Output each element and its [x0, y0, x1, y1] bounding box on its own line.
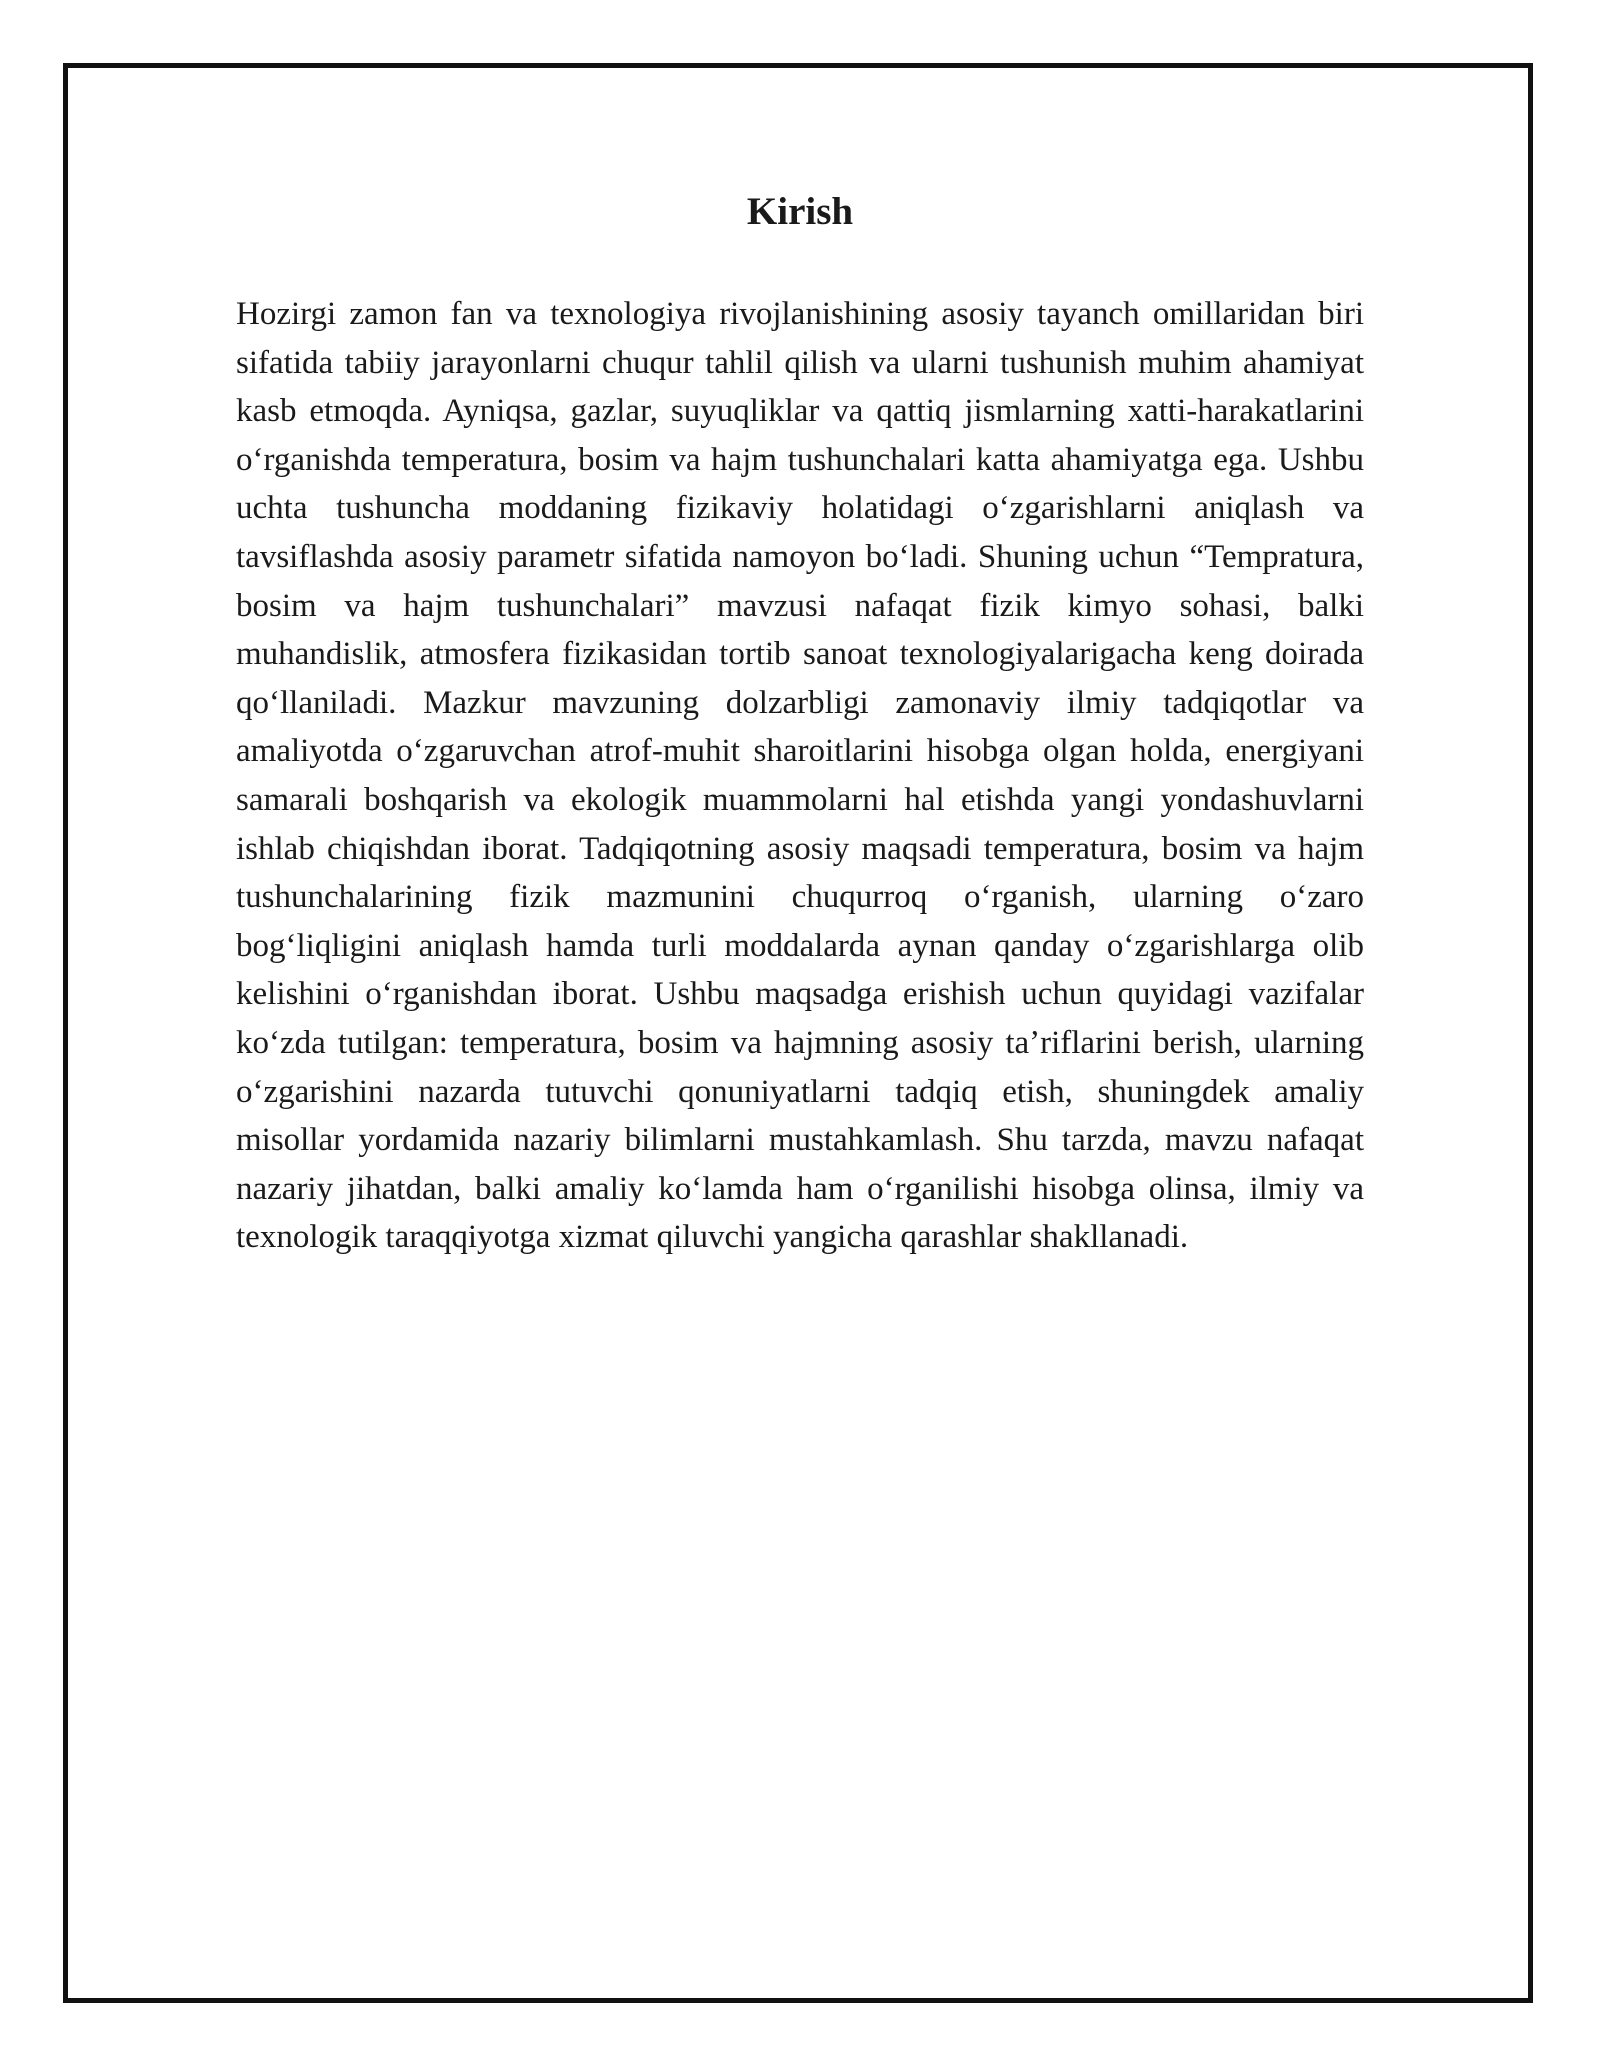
page-title: Kirish [746, 190, 854, 233]
body-paragraph: Hozirgi zamon fan va texnologiya rivojlanishining asosiy tayanch omillaridan biri sifatida tabiiy jarayonlarni chuqur tahlil qilish va ularni tushunish muhim ahamiyat kasb etmoqda. Ayniqsa, gazlar, suyuqliklar va qattiq jismlarning xatti-harakatlarini oʻrganishda temperatura, bosim va hajm tushunchalari katta ahamiyatga ega. Ushbu uchta tushuncha moddaning fizikaviy holatidagi oʻzgarishlarni aniqlash va tavsiflashda asosiy parametr sifatida namoyon boʻladi. Shuning uchun “Tempratura, bosim va hajm tushunchalari” mavzusi nafaqat fizik kimyo sohasi, balki muhandislik, atmosfera fizikasidan tortib sanoat texnologiyalarigacha keng doirada qoʻllaniladi. Mazkur mavzuning dolzarbligi zamonaviy ilmiy tadqiqotlar va amaliyotda oʻzgaruvchan atrof-muhit sharoitlarini hisobga olgan holda, energiyani samarali boshqarish va ekologik muammolarni hal etishda yangi yondashuvlarni ishlab chiqishdan iborat. Tadqiqotning asosiy maqsadi temperatura, bosim va hajm tushunchalarining fizik mazmunini chuqurroq oʻrganish, ularning oʻzaro bogʻliqligini aniqlash hamda turli moddalarda aynan qanday oʻzgarishlarga olib kelishini oʻrganishdan iborat. Ushbu maqsadga erishish uchun quyidagi vazifalar koʻzda tutilgan: temperatura, bosim va hajmning asosiy taʼriflarini berish, ularning oʻzgarishini nazarda tutuvchi qonuniyatlarni tadqiq etish, shuningdek amaliy misollar yordamida nazariy bilimlarni mustahkamlash. Shu tarzda, mavzu nafaqat nazariy jihatdan, balki amaliy koʻlamda ham oʻrganilishi hisobga olinsa, ilmiy va texnologik taraqqiyotga xizmat qiluvchi yangicha qarashlar shakllanadi. [236, 296, 1364, 1256]
